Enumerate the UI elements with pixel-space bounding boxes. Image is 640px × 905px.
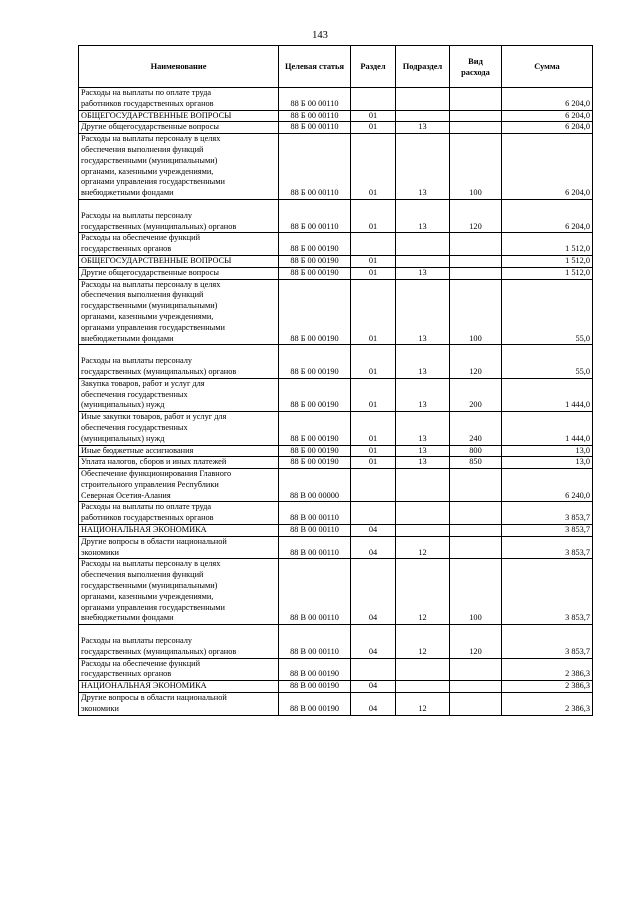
row-subsection: 12 bbox=[396, 559, 450, 625]
row-subsection: 13 bbox=[396, 445, 450, 457]
row-sum: 6 204,0 bbox=[502, 134, 593, 200]
row-sum: 13,0 bbox=[502, 457, 593, 469]
row-name: Расходы на выплаты персоналу в целях обеспечения выполнения функций государственными (муниципальными) органами, казенными учреждениями, органами управления государственными внебюджетными фондами bbox=[79, 279, 279, 345]
row-type: 850 bbox=[450, 457, 502, 469]
row-name: НАЦИОНАЛЬНАЯ ЭКОНОМИКА bbox=[79, 525, 279, 537]
table-row bbox=[79, 279, 593, 345]
row-subsection: 13 bbox=[396, 267, 450, 279]
header-type: Вид расхода bbox=[450, 46, 502, 88]
row-sum: 6 204,0 bbox=[502, 110, 593, 122]
row-type bbox=[450, 255, 502, 267]
table-row bbox=[79, 502, 593, 525]
row-type bbox=[450, 469, 502, 502]
table-row bbox=[79, 412, 593, 445]
row-subsection: 13 bbox=[396, 457, 450, 469]
row-subsection: 13 bbox=[396, 412, 450, 445]
row-code: 88 Б 00 00190 bbox=[279, 412, 351, 445]
row-subsection: 12 bbox=[396, 693, 450, 716]
row-name: Уплата налогов, сборов и иных платежей bbox=[79, 457, 279, 469]
row-name: ОБЩЕГОСУДАРСТВЕННЫЕ ВОПРОСЫ bbox=[79, 110, 279, 122]
row-sum: 1 512,0 bbox=[502, 233, 593, 256]
row-type: 100 bbox=[450, 559, 502, 625]
row-sum: 55,0 bbox=[502, 279, 593, 345]
row-type: 120 bbox=[450, 199, 502, 232]
row-subsection bbox=[396, 525, 450, 537]
row-code: 88 Б 00 00110 bbox=[279, 88, 351, 111]
table-row bbox=[79, 122, 593, 134]
row-section: 01 bbox=[351, 445, 396, 457]
row-type: 120 bbox=[450, 625, 502, 658]
row-code: 88 Б 00 00190 bbox=[279, 255, 351, 267]
row-type: 800 bbox=[450, 445, 502, 457]
row-sum: 1 512,0 bbox=[502, 267, 593, 279]
row-code: 88 Б 00 00190 bbox=[279, 445, 351, 457]
row-name: Расходы на выплаты по оплате труда работников государственных органов bbox=[79, 502, 279, 525]
row-name: Иные бюджетные ассигнования bbox=[79, 445, 279, 457]
table-row bbox=[79, 681, 593, 693]
row-sum: 3 853,7 bbox=[502, 502, 593, 525]
row-code: 88 В 00 00110 bbox=[279, 525, 351, 537]
row-code: 88 В 00 00190 bbox=[279, 658, 351, 681]
row-name: Закупка товаров, работ и услуг для обеспечения государственных (муниципальных) нужд bbox=[79, 378, 279, 411]
row-section: 01 bbox=[351, 279, 396, 345]
row-sum: 3 853,7 bbox=[502, 525, 593, 537]
row-type bbox=[450, 122, 502, 134]
table-row bbox=[79, 658, 593, 681]
row-section: 01 bbox=[351, 457, 396, 469]
table-row bbox=[79, 693, 593, 716]
row-type bbox=[450, 693, 502, 716]
row-sum: 2 386,3 bbox=[502, 658, 593, 681]
table-row bbox=[79, 457, 593, 469]
header-section: Раздел bbox=[351, 46, 396, 88]
row-name: Другие общегосударственные вопросы bbox=[79, 122, 279, 134]
row-type bbox=[450, 681, 502, 693]
row-code: 88 Б 00 00110 bbox=[279, 110, 351, 122]
row-type: 100 bbox=[450, 279, 502, 345]
row-subsection: 13 bbox=[396, 199, 450, 232]
header-code: Целевая статья bbox=[279, 46, 351, 88]
row-section: 04 bbox=[351, 525, 396, 537]
row-code: 88 Б 00 00190 bbox=[279, 279, 351, 345]
row-code: 88 В 00 00190 bbox=[279, 681, 351, 693]
row-type bbox=[450, 536, 502, 559]
row-code: 88 Б 00 00110 bbox=[279, 134, 351, 200]
row-section bbox=[351, 469, 396, 502]
row-sum: 13,0 bbox=[502, 445, 593, 457]
row-sum: 3 853,7 bbox=[502, 536, 593, 559]
row-code: 88 Б 00 00110 bbox=[279, 122, 351, 134]
row-subsection: 12 bbox=[396, 625, 450, 658]
table-row bbox=[79, 134, 593, 200]
row-subsection: 12 bbox=[396, 536, 450, 559]
row-code: 88 В 00 00000 bbox=[279, 469, 351, 502]
row-name: Другие общегосударственные вопросы bbox=[79, 267, 279, 279]
table-row bbox=[79, 536, 593, 559]
row-name: Расходы на выплаты персоналу государственных (муниципальных) органов bbox=[79, 199, 279, 232]
row-name: НАЦИОНАЛЬНАЯ ЭКОНОМИКА bbox=[79, 681, 279, 693]
page-number: 143 bbox=[312, 30, 328, 41]
row-type: 120 bbox=[450, 345, 502, 378]
row-type bbox=[450, 110, 502, 122]
row-section bbox=[351, 233, 396, 256]
budget-table bbox=[78, 45, 593, 716]
table-row bbox=[79, 345, 593, 378]
row-code: 88 В 00 00110 bbox=[279, 625, 351, 658]
row-name: Расходы на выплаты персоналу государственных (муниципальных) органов bbox=[79, 625, 279, 658]
table-row bbox=[79, 199, 593, 232]
row-name: Другие вопросы в области национальной экономики bbox=[79, 693, 279, 716]
row-type bbox=[450, 502, 502, 525]
row-subsection bbox=[396, 469, 450, 502]
row-type: 200 bbox=[450, 378, 502, 411]
row-sum: 6 204,0 bbox=[502, 122, 593, 134]
row-section: 01 bbox=[351, 199, 396, 232]
row-section: 04 bbox=[351, 681, 396, 693]
row-sum: 3 853,7 bbox=[502, 559, 593, 625]
table-row bbox=[79, 88, 593, 111]
row-sum: 6 204,0 bbox=[502, 88, 593, 111]
row-section bbox=[351, 88, 396, 111]
row-subsection: 13 bbox=[396, 345, 450, 378]
row-section bbox=[351, 658, 396, 681]
row-name: Обеспечение функционирования Главного строительного управления Республики Северная Осетия-Алания bbox=[79, 469, 279, 502]
row-subsection bbox=[396, 88, 450, 111]
row-name: Расходы на выплаты по оплате труда работников государственных органов bbox=[79, 88, 279, 111]
row-section: 04 bbox=[351, 625, 396, 658]
table-row bbox=[79, 378, 593, 411]
row-name: Расходы на выплаты персоналу в целях обеспечения выполнения функций государственными (муниципальными) органами, казенными учреждениями, органами управления государственными внебюджетными фондами bbox=[79, 559, 279, 625]
row-section: 04 bbox=[351, 536, 396, 559]
row-section: 01 bbox=[351, 412, 396, 445]
row-name: Иные закупки товаров, работ и услуг для обеспечения государственных (муниципальных) нужд bbox=[79, 412, 279, 445]
row-code: 88 В 00 00190 bbox=[279, 693, 351, 716]
row-name: Расходы на выплаты персоналу государственных (муниципальных) органов bbox=[79, 345, 279, 378]
row-sum: 2 386,3 bbox=[502, 693, 593, 716]
row-section: 01 bbox=[351, 378, 396, 411]
row-subsection bbox=[396, 658, 450, 681]
row-name: Другие вопросы в области национальной экономики bbox=[79, 536, 279, 559]
row-type bbox=[450, 88, 502, 111]
row-type bbox=[450, 525, 502, 537]
row-sum: 3 853,7 bbox=[502, 625, 593, 658]
row-subsection: 13 bbox=[396, 279, 450, 345]
row-code: 88 В 00 00110 bbox=[279, 559, 351, 625]
row-sum: 1 512,0 bbox=[502, 255, 593, 267]
header-subsection: Подраздел bbox=[396, 46, 450, 88]
row-code: 88 Б 00 00190 bbox=[279, 457, 351, 469]
row-sum: 6 204,0 bbox=[502, 199, 593, 232]
row-name: Расходы на обеспечение функций государственных органов bbox=[79, 658, 279, 681]
row-type: 100 bbox=[450, 134, 502, 200]
row-sum: 2 386,3 bbox=[502, 681, 593, 693]
row-section: 01 bbox=[351, 122, 396, 134]
row-name: ОБЩЕГОСУДАРСТВЕННЫЕ ВОПРОСЫ bbox=[79, 255, 279, 267]
row-subsection: 13 bbox=[396, 378, 450, 411]
row-section: 04 bbox=[351, 559, 396, 625]
row-code: 88 Б 00 00190 bbox=[279, 345, 351, 378]
row-section: 01 bbox=[351, 267, 396, 279]
row-subsection: 13 bbox=[396, 122, 450, 134]
row-section: 04 bbox=[351, 693, 396, 716]
table-row bbox=[79, 110, 593, 122]
row-subsection bbox=[396, 255, 450, 267]
row-code: 88 Б 00 00190 bbox=[279, 267, 351, 279]
row-code: 88 В 00 00110 bbox=[279, 536, 351, 559]
table-row bbox=[79, 559, 593, 625]
row-subsection bbox=[396, 681, 450, 693]
row-sum: 55,0 bbox=[502, 345, 593, 378]
table-header-row bbox=[79, 46, 593, 88]
header-sum: Сумма bbox=[502, 46, 593, 88]
row-type bbox=[450, 658, 502, 681]
row-section: 01 bbox=[351, 110, 396, 122]
row-subsection bbox=[396, 110, 450, 122]
row-subsection bbox=[396, 502, 450, 525]
table-row bbox=[79, 525, 593, 537]
row-sum: 6 240,0 bbox=[502, 469, 593, 502]
row-section: 01 bbox=[351, 134, 396, 200]
row-name: Расходы на обеспечение функций государственных органов bbox=[79, 233, 279, 256]
row-sum: 1 444,0 bbox=[502, 412, 593, 445]
table-row bbox=[79, 445, 593, 457]
row-name: Расходы на выплаты персоналу в целях обеспечения выполнения функций государственными (муниципальными) органами, казенными учреждениями, органами управления государственными внебюджетными фондами bbox=[79, 134, 279, 200]
row-section: 01 bbox=[351, 255, 396, 267]
row-type bbox=[450, 233, 502, 256]
row-code: 88 В 00 00110 bbox=[279, 502, 351, 525]
row-type: 240 bbox=[450, 412, 502, 445]
row-subsection: 13 bbox=[396, 134, 450, 200]
row-sum: 1 444,0 bbox=[502, 378, 593, 411]
row-code: 88 Б 00 00190 bbox=[279, 378, 351, 411]
row-section bbox=[351, 502, 396, 525]
table-row bbox=[79, 233, 593, 256]
table-row bbox=[79, 625, 593, 658]
table-row bbox=[79, 255, 593, 267]
row-type bbox=[450, 267, 502, 279]
table-row bbox=[79, 267, 593, 279]
row-subsection bbox=[396, 233, 450, 256]
table-row bbox=[79, 469, 593, 502]
row-code: 88 Б 00 00190 bbox=[279, 233, 351, 256]
row-section: 01 bbox=[351, 345, 396, 378]
row-code: 88 Б 00 00110 bbox=[279, 199, 351, 232]
header-name: Наименование bbox=[79, 46, 279, 88]
